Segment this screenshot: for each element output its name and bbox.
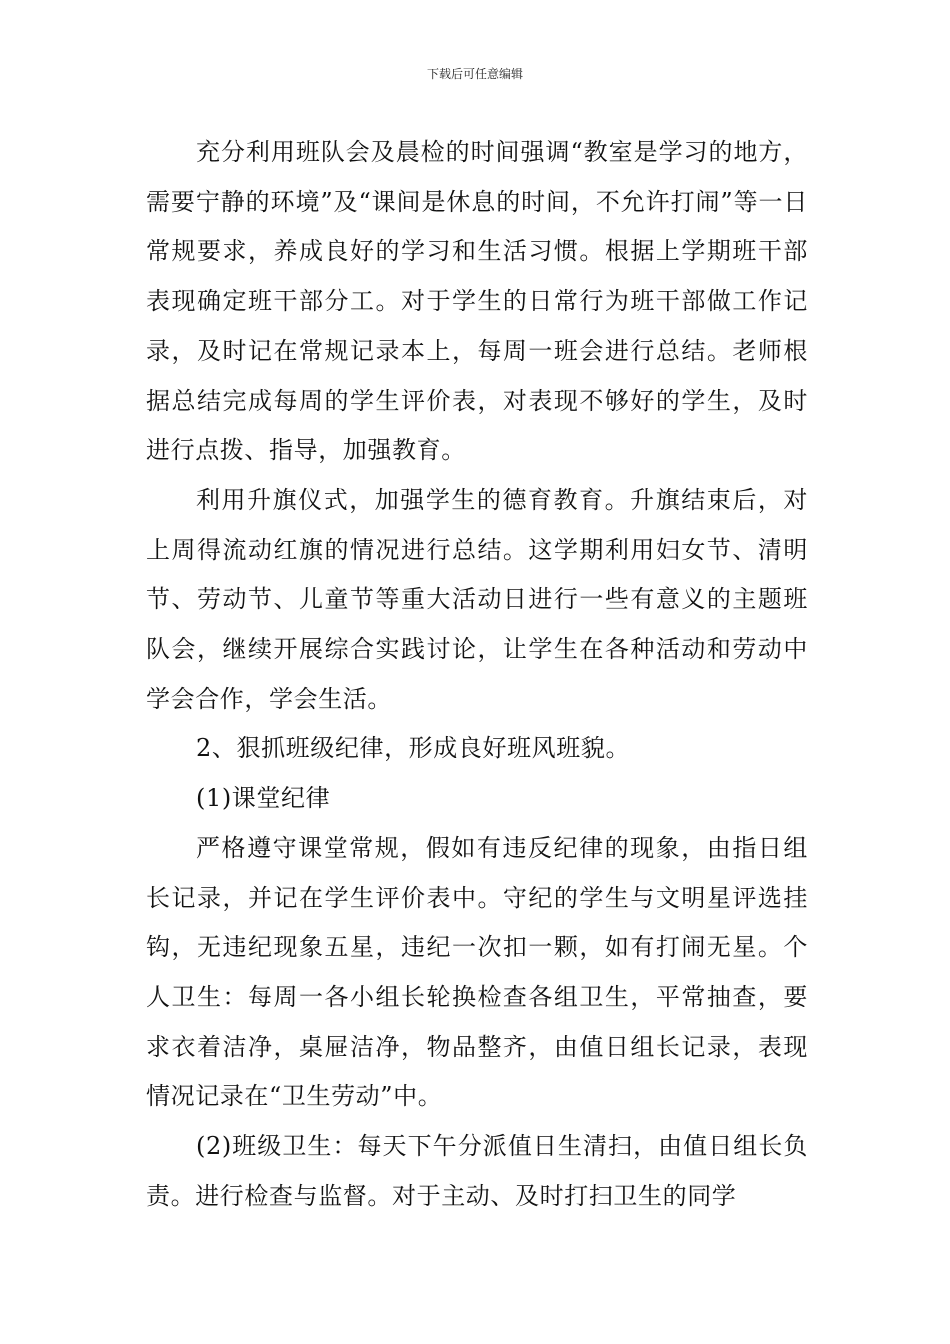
paragraph-flag-ceremony: 利用升旗仪式，加强学生的德育教育。升旗结束后，对上周得流动红旗的情况进行总结。这学期利用妇女节、清明节、劳动节、儿童节等重大活动日进行一些有意义的主题班队会，继续开展综合实践讨论，让学生在各种活动和劳动中学会合作，学会生活。 bbox=[146, 485, 808, 713]
paragraph-daily-routine: 充分利用班队会及晨检的时间强调“教室是学习的地方，需要宁静的环境”及“课间是休息的时间，不允许打闹”等一日常规要求，养成良好的学习和生活习惯。根据上学期班干部表现确定班干部分工。对于学生的日常行为班干部做工作记录，及时记在常规记录本上，每周一班会进行总结。老师根据总结完成每周的学生评价表，对表现不够好的学生，及时进行点拨、指导，加强教育。 bbox=[146, 138, 808, 465]
section-heading-class-discipline: 2、狠抓班级纪律，形成良好班风班貌。 bbox=[196, 734, 631, 763]
subheading-classroom-discipline: (1)课堂纪律 bbox=[196, 784, 331, 813]
paragraph-classroom-rules: 严格遵守课堂常规，假如有违反纪律的现象，由指日组长记录，并记在学生评价表中。守纪的学生与文明星评选挂钩，无违纪现象五星，违纪一次扣一颗，如有打闹无星。个人卫生：每周一各小组长轮换检查各组卫生，平常抽查，要求衣着洁净，桌屉洁净，物品整齐，由值日组长记录，表现情况记录在“卫生劳动”中。 bbox=[146, 833, 808, 1111]
document-body bbox=[146, 128, 808, 1221]
paragraph-class-hygiene: (2)班级卫生：每天下午分派值日生清扫，由值日组长负责。进行检查与监督。对于主动、及时打扫卫生的同学 bbox=[146, 1132, 808, 1210]
page-header-note: 下载后可任意编辑 bbox=[426, 67, 523, 81]
